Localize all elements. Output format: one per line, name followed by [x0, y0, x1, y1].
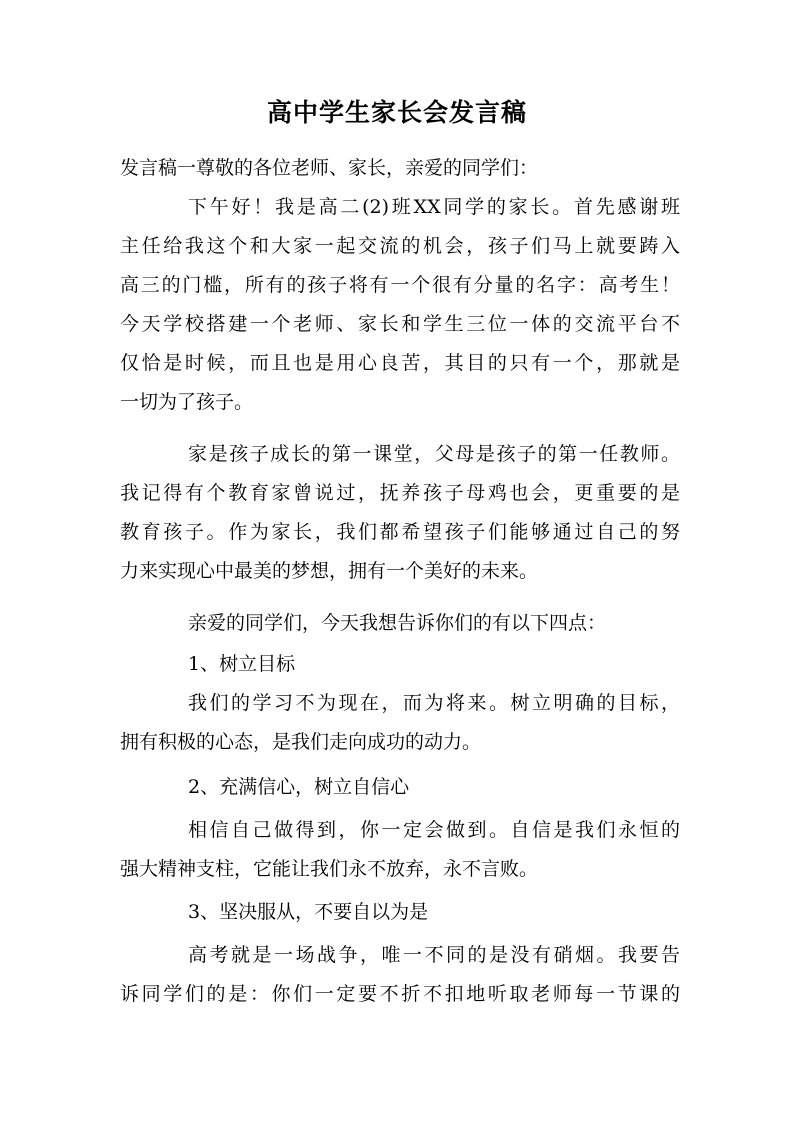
text-line: 强大精神支柱，它能让我们永不放弃，永不言败。: [120, 858, 539, 880]
text-line: 家是孩子成长的第一课堂，父母是孩子的第一任教师。: [188, 443, 680, 465]
text-line: 我们的学习不为现在，而为将来。树立明确的目标，: [188, 692, 680, 714]
text-line: 我记得有个教育家曾说过，抚养孩子母鸡也会，更重要的是: [120, 482, 680, 504]
text-line: 高考就是一场战争，唯一不同的是没有硝烟。我要告: [188, 944, 680, 966]
text-line: 1、树立目标: [188, 653, 296, 675]
text-line: 拥有积极的心态，是我们走向成功的动力。: [120, 731, 482, 753]
text-line: 下午好！我是高二(2)班XX同学的家长。首先感谢班: [188, 196, 680, 218]
document-title: 高中学生家长会发言稿: [266, 98, 527, 127]
text-line: 力来实现心中最美的梦想，拥有一个美好的未来。: [120, 560, 539, 582]
text-line: 诉同学们的是：你们一定要不折不扣地听取老师每一节课的: [120, 983, 680, 1005]
text-line: 亲爱的同学们，今天我想告诉你们的有以下四点：: [188, 612, 607, 634]
text-line: 3、坚决服从，不要自以为是: [188, 901, 429, 923]
text-line: 2、充满信心，树立自信心: [188, 776, 410, 798]
text-line: 发言稿一尊敬的各位老师、家长，亲爱的同学们：: [120, 157, 539, 179]
text-line: 高三的门槛，所有的孩子将有一个很有分量的名字：高考生！: [120, 274, 680, 296]
text-line: 仅恰是时候，而且也是用心良苦，其目的只有一个，那就是: [120, 352, 680, 374]
text-line: 今天学校搭建一个老师、家长和学生三位一体的交流平台不: [120, 313, 680, 335]
text-line: 主任给我这个和大家一起交流的机会，孩子们马上就要踌入: [120, 235, 680, 257]
text-line: 相信自己做得到，你一定会做到。自信是我们永恒的: [188, 819, 680, 841]
text-line: 教育孩子。作为家长，我们都希望孩子们能够通过自己的努: [120, 521, 680, 543]
text-line: 一切为了孩子。: [120, 391, 254, 413]
